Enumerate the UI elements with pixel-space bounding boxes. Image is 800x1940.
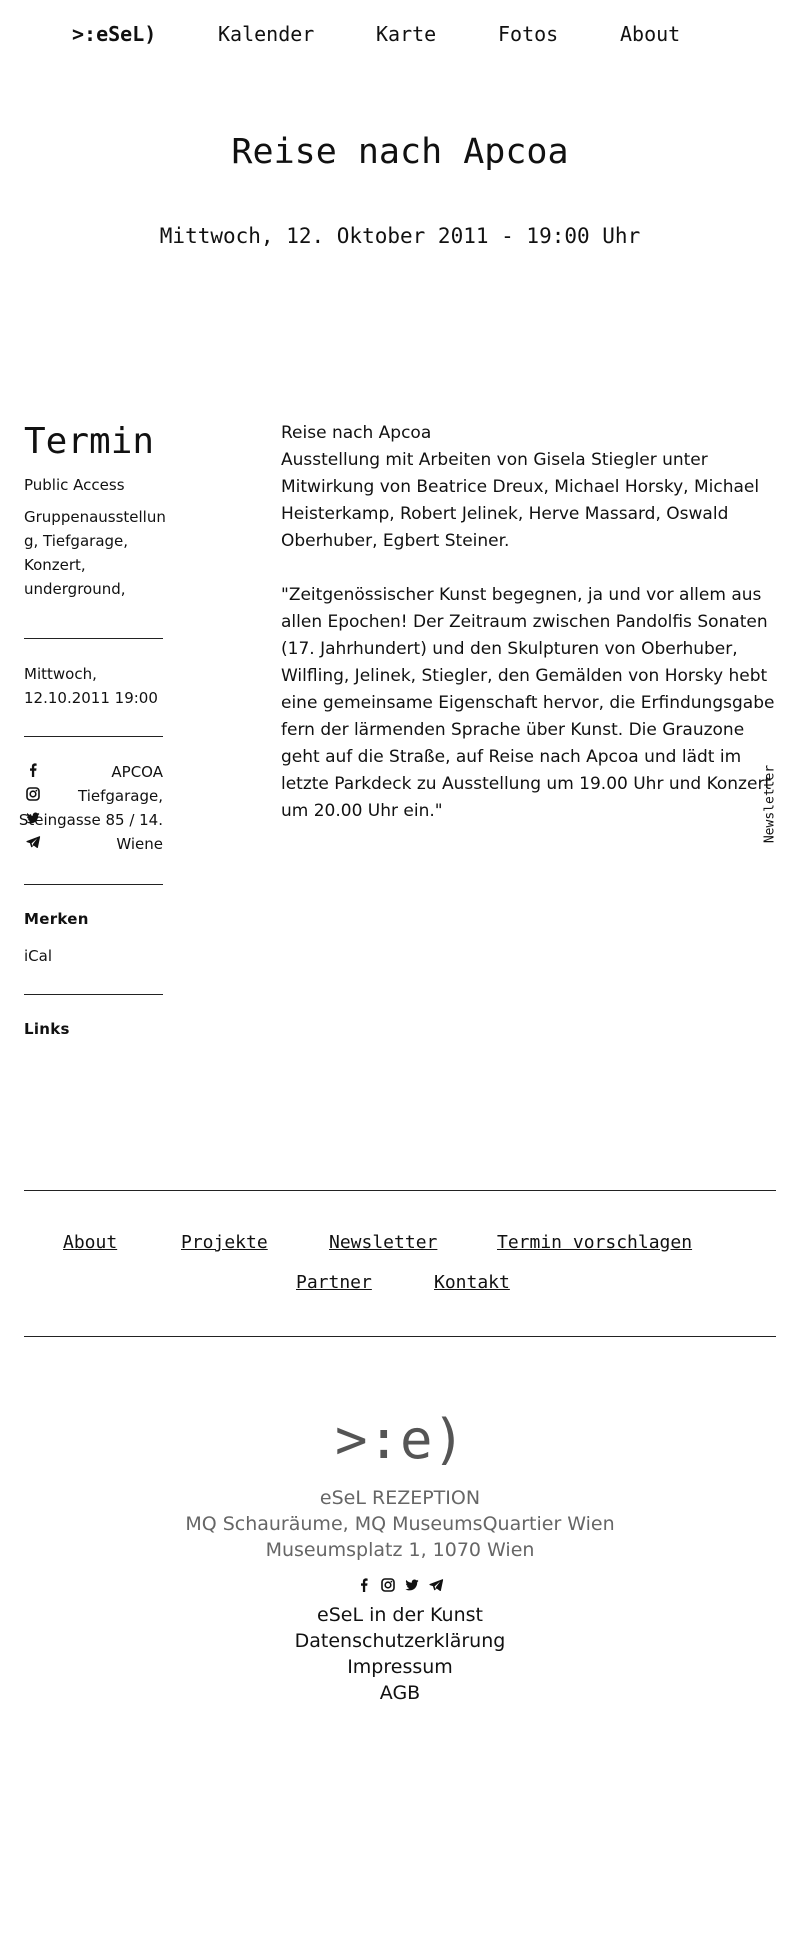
sidebar-location-row [18,808,163,832]
site-logo[interactable]: >:eSeL) [72,22,157,46]
event-datetime: Mittwoch, 12. Oktober 2011 - 19:00 Uhr [159,224,641,248]
address-line: eSeL REZEPTION [319,1487,481,1509]
sidebar-category[interactable]: Public Access [24,476,125,495]
nav-link-karte[interactable]: Karte [376,22,437,46]
bottom-link-datenschutz[interactable]: Datenschutzerklärung [294,1630,506,1652]
bottom-link-esel-in-der-kunst[interactable]: eSeL in der Kunst [317,1604,483,1626]
telegram-icon[interactable] [429,1578,443,1592]
sidebar-tag-line[interactable]: g, Tiefgarage, [24,532,129,551]
sidebar-date [24,662,163,710]
footer-link-partner[interactable]: Partner [296,1272,372,1293]
facebook-icon[interactable] [26,763,40,777]
sidebar-tag-line[interactable]: Konzert, [24,556,86,575]
facebook-icon[interactable] [357,1578,371,1592]
description-paragraph: Reise nach Apcoa Ausstellung mit Arbeiten von Gisela Stiegler unter Mitwirkung von Beatrice Dreux, Michael Horsky, Michael Heisterkamp, Robert Jelinek, Herve Massard, Oswald Oberhuber, Egbert Steiner. [281,423,760,551]
sidebar-divider [24,994,163,995]
bottom-link-agb[interactable]: AGB [379,1682,421,1704]
newsletter-tab[interactable] [760,764,780,844]
description-quote: "Zeitgenössischer Kunst begegnen, ja und vor allem aus allen Epochen! Der Zeitraum zwischen Pandolfis Sonaten (17. Jahrhundert) und den Skulpturen von Oberhuber, Wilfling, Jelinek, Stiegler, den Gemälden von Horsky hebt eine gemeinsame Eigenschaft hervor, die Erfindungsgabe fern der lärmenden Sprache über Kunst. Die Grauzone geht auf die Straße, auf Reise nach Apcoa und lädt im letzte Parkdeck zu Ausstellung um 19.00 Uhr und Konzert um 20.00 Uhr ein." [281,585,775,821]
footer-link-projekte[interactable]: Projekte [181,1232,268,1253]
nav-link-about[interactable]: About [620,22,681,46]
nav-link-kalender[interactable]: Kalender [218,22,315,46]
address-line: MQ Schauräume, MQ MuseumsQuartier Wien [185,1513,615,1535]
telegram-icon[interactable] [26,835,40,849]
bottom-link-impressum[interactable]: Impressum [347,1656,453,1678]
event-sidebar [24,420,166,601]
location-line: Steingasse 85 / 14. [18,811,163,829]
location-line: APCOA [111,763,163,781]
footer-divider [24,1190,776,1191]
sidebar-divider [24,638,163,639]
sidebar-divider [24,736,163,737]
event-title: Reise nach Apcoa [231,132,569,172]
instagram-icon[interactable] [26,787,40,801]
twitter-icon[interactable] [405,1578,419,1592]
sidebar-tags [24,505,166,601]
sidebar-location-row [24,760,163,784]
footer-link-newsletter[interactable]: Newsletter [329,1232,438,1253]
sidebar-tag-line[interactable]: underground, [24,580,126,599]
newsletter-tab-label: Newsletter [762,764,778,844]
bottom-logo[interactable]: >:e) [334,1408,466,1471]
links-label: Links [24,1020,70,1038]
sidebar-tag-line[interactable]: Gruppenausstellun [24,508,166,527]
bottom-social-icons [0,1576,800,1596]
location-line: Wiene [116,835,163,853]
nav-link-fotos[interactable]: Fotos [498,22,559,46]
sidebar-date-line: Mittwoch, [24,665,97,683]
instagram-icon[interactable] [381,1578,395,1592]
sidebar-location-row [24,832,163,856]
address-line: Museumsplatz 1, 1070 Wien [265,1539,535,1561]
top-navigation [0,18,800,54]
sidebar-divider [24,884,163,885]
footer-link-about[interactable]: About [63,1232,118,1253]
merken-label: Merken [24,910,89,928]
sidebar-location-row [24,784,163,808]
sidebar-heading: Termin [24,421,155,462]
location-line: Tiefgarage, [78,787,163,805]
ical-link[interactable]: iCal [24,947,53,965]
footer-link-kontakt[interactable]: Kontakt [434,1272,510,1293]
sidebar-date-line: 12.10.2011 19:00 [24,689,158,707]
footer-divider [24,1336,776,1337]
footer-link-termin-vorschlagen[interactable]: Termin vorschlagen [497,1232,693,1253]
